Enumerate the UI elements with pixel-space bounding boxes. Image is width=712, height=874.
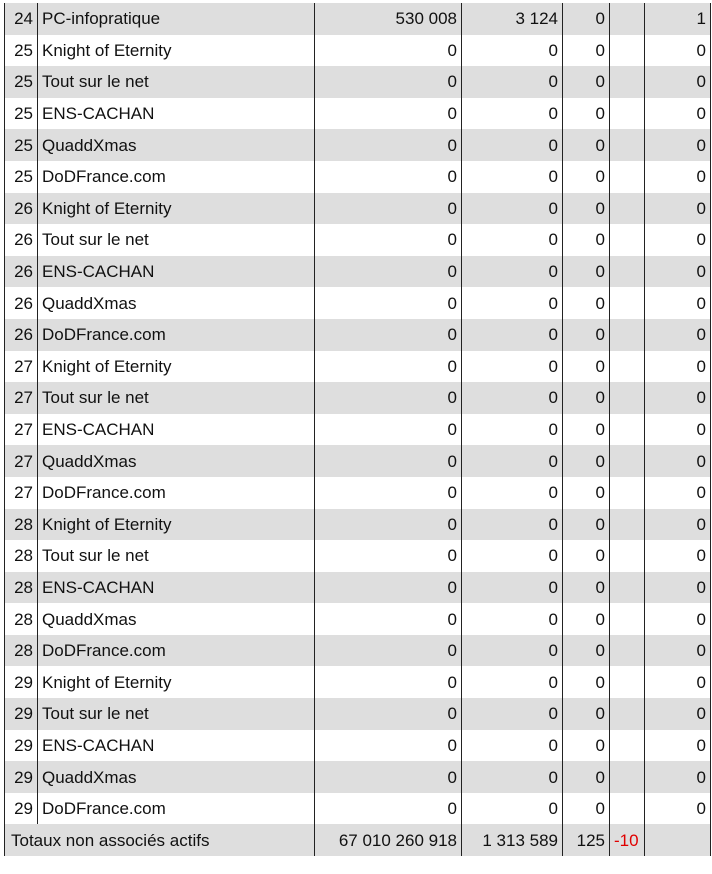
value-4-cell [610,287,645,319]
value-3-cell: 0 [563,319,610,351]
value-2-cell: 0 [462,603,563,635]
team-name-cell: DoDFrance.com [38,319,315,351]
table-row [5,382,711,414]
rank-cell: 29 [5,730,38,762]
value-5-cell: 0 [645,382,711,414]
totals-value-3: 125 [563,824,610,856]
value-3-cell: 0 [563,35,610,67]
value-5-cell: 0 [645,161,711,193]
team-name-cell: Tout sur le net [38,224,315,256]
team-name-cell: Knight of Eternity [38,35,315,67]
table-row [5,730,711,762]
team-name-cell: DoDFrance.com [38,477,315,509]
value-2-cell: 0 [462,382,563,414]
value-3-cell: 0 [563,98,610,130]
value-2-cell: 0 [462,161,563,193]
table-row [5,761,711,793]
rank-cell: 27 [5,382,38,414]
value-5-cell: 0 [645,666,711,698]
table-row [5,193,711,225]
team-name-cell: Tout sur le net [38,66,315,98]
value-3-cell: 0 [563,793,610,825]
rank-cell: 27 [5,445,38,477]
team-name-cell: ENS-CACHAN [38,256,315,288]
table-row [5,98,711,130]
value-5-cell: 0 [645,35,711,67]
value-5-cell: 0 [645,793,711,825]
rank-cell: 29 [5,793,38,825]
value-1-cell: 530 008 [315,3,462,35]
value-4-cell [610,666,645,698]
value-5-cell: 0 [645,256,711,288]
value-1-cell: 0 [315,793,462,825]
value-5-cell: 0 [645,540,711,572]
rank-cell: 28 [5,509,38,541]
rank-cell: 28 [5,635,38,667]
value-2-cell: 0 [462,477,563,509]
value-4-cell [610,98,645,130]
value-1-cell: 0 [315,256,462,288]
value-1-cell: 0 [315,382,462,414]
value-3-cell: 0 [563,761,610,793]
value-4-cell [610,509,645,541]
table-row [5,351,711,383]
value-3-cell: 0 [563,256,610,288]
value-4-cell [610,351,645,383]
value-3-cell: 0 [563,730,610,762]
value-2-cell: 0 [462,509,563,541]
value-3-cell: 0 [563,509,610,541]
value-1-cell: 0 [315,129,462,161]
value-3-cell: 0 [563,445,610,477]
value-1-cell: 0 [315,66,462,98]
team-name-cell: ENS-CACHAN [38,730,315,762]
table-row [5,161,711,193]
value-3-cell: 0 [563,287,610,319]
team-name-cell: PC-infopratique [38,3,315,35]
value-2-cell: 0 [462,572,563,604]
table-row [5,793,711,825]
value-4-cell [610,193,645,225]
value-4-cell [610,224,645,256]
table-row [5,603,711,635]
table-row [5,414,711,446]
value-5-cell: 0 [645,129,711,161]
value-1-cell: 0 [315,730,462,762]
value-1-cell: 0 [315,509,462,541]
value-2-cell: 0 [462,761,563,793]
value-2-cell: 0 [462,287,563,319]
rank-cell: 27 [5,351,38,383]
rank-cell: 26 [5,319,38,351]
table-row [5,540,711,572]
value-3-cell: 0 [563,66,610,98]
value-1-cell: 0 [315,319,462,351]
value-4-cell [610,382,645,414]
value-2-cell: 0 [462,540,563,572]
value-5-cell: 0 [645,698,711,730]
value-5-cell: 0 [645,477,711,509]
value-1-cell: 0 [315,193,462,225]
value-1-cell: 0 [315,572,462,604]
totals-value-2: 1 313 589 [462,824,563,856]
value-5-cell: 0 [645,193,711,225]
value-2-cell: 0 [462,66,563,98]
stats-table [4,3,711,856]
team-name-cell: DoDFrance.com [38,161,315,193]
value-5-cell: 0 [645,445,711,477]
value-1-cell: 0 [315,666,462,698]
rank-cell: 26 [5,193,38,225]
value-4-cell [610,445,645,477]
value-1-cell: 0 [315,414,462,446]
value-2-cell: 0 [462,414,563,446]
team-name-cell: QuaddXmas [38,129,315,161]
value-5-cell: 0 [645,351,711,383]
value-2-cell: 0 [462,256,563,288]
team-name-cell: Tout sur le net [38,540,315,572]
value-2-cell: 0 [462,445,563,477]
value-3-cell: 0 [563,193,610,225]
rank-cell: 28 [5,603,38,635]
value-1-cell: 0 [315,161,462,193]
value-1-cell: 0 [315,540,462,572]
rank-cell: 27 [5,414,38,446]
team-name-cell: Tout sur le net [38,698,315,730]
value-3-cell: 0 [563,414,610,446]
value-5-cell: 1 [645,3,711,35]
value-3-cell: 0 [563,129,610,161]
table-row [5,509,711,541]
value-2-cell: 0 [462,793,563,825]
totals-row [5,824,711,856]
value-5-cell: 0 [645,635,711,667]
value-3-cell: 0 [563,666,610,698]
value-5-cell: 0 [645,66,711,98]
rank-cell: 25 [5,35,38,67]
value-1-cell: 0 [315,477,462,509]
table-row [5,319,711,351]
rank-cell: 26 [5,256,38,288]
value-5-cell: 0 [645,603,711,635]
value-2-cell: 0 [462,319,563,351]
value-5-cell: 0 [645,509,711,541]
value-1-cell: 0 [315,761,462,793]
value-3-cell: 0 [563,3,610,35]
rank-cell: 27 [5,477,38,509]
value-4-cell [610,3,645,35]
value-3-cell: 0 [563,351,610,383]
value-5-cell: 0 [645,414,711,446]
rank-cell: 25 [5,129,38,161]
team-name-cell: ENS-CACHAN [38,414,315,446]
team-name-cell: ENS-CACHAN [38,572,315,604]
rank-cell: 25 [5,98,38,130]
table-row [5,635,711,667]
value-2-cell: 0 [462,351,563,383]
rank-cell: 29 [5,666,38,698]
value-4-cell [610,477,645,509]
value-1-cell: 0 [315,35,462,67]
value-1-cell: 0 [315,603,462,635]
value-2-cell: 0 [462,698,563,730]
value-2-cell: 0 [462,730,563,762]
value-2-cell: 0 [462,35,563,67]
value-4-cell [610,129,645,161]
value-1-cell: 0 [315,287,462,319]
value-4-cell [610,698,645,730]
value-4-cell [610,603,645,635]
value-5-cell: 0 [645,287,711,319]
team-name-cell: Knight of Eternity [38,351,315,383]
team-name-cell: QuaddXmas [38,445,315,477]
value-4-cell [610,572,645,604]
rank-cell: 28 [5,540,38,572]
value-1-cell: 0 [315,698,462,730]
team-name-cell: Knight of Eternity [38,509,315,541]
value-3-cell: 0 [563,161,610,193]
value-3-cell: 0 [563,540,610,572]
value-1-cell: 0 [315,445,462,477]
table-body [5,3,711,824]
value-4-cell [610,35,645,67]
totals-value-1: 67 010 260 918 [315,824,462,856]
table-row [5,3,711,35]
value-1-cell: 0 [315,351,462,383]
team-name-cell: ENS-CACHAN [38,98,315,130]
value-3-cell: 0 [563,382,610,414]
value-4-cell [610,319,645,351]
value-5-cell: 0 [645,98,711,130]
value-4-cell [610,66,645,98]
value-1-cell: 0 [315,98,462,130]
value-2-cell: 0 [462,98,563,130]
table-row [5,445,711,477]
value-3-cell: 0 [563,698,610,730]
rank-cell: 29 [5,698,38,730]
team-name-cell: DoDFrance.com [38,793,315,825]
table-row [5,35,711,67]
team-name-cell: QuaddXmas [38,761,315,793]
value-4-cell [610,730,645,762]
table-row [5,477,711,509]
value-2-cell: 0 [462,224,563,256]
value-1-cell: 0 [315,224,462,256]
value-3-cell: 0 [563,477,610,509]
value-3-cell: 0 [563,635,610,667]
value-2-cell: 0 [462,193,563,225]
table-row [5,666,711,698]
value-2-cell: 0 [462,666,563,698]
value-2-cell: 0 [462,129,563,161]
value-1-cell: 0 [315,635,462,667]
value-3-cell: 0 [563,603,610,635]
value-5-cell: 0 [645,572,711,604]
totals-value-4: -10 [610,824,645,856]
rank-cell: 28 [5,572,38,604]
value-2-cell: 3 124 [462,3,563,35]
rank-cell: 26 [5,224,38,256]
value-4-cell [610,761,645,793]
totals-label: Totaux non associés actifs [5,824,315,856]
value-2-cell: 0 [462,635,563,667]
team-name-cell: QuaddXmas [38,287,315,319]
table-row [5,572,711,604]
table-row [5,66,711,98]
team-name-cell: Knight of Eternity [38,193,315,225]
rank-cell: 25 [5,161,38,193]
rank-cell: 29 [5,761,38,793]
team-name-cell: Knight of Eternity [38,666,315,698]
value-4-cell [610,256,645,288]
table-row [5,287,711,319]
team-name-cell: Tout sur le net [38,382,315,414]
value-5-cell: 0 [645,224,711,256]
value-3-cell: 0 [563,572,610,604]
totals-value-5 [645,824,711,856]
table-row [5,256,711,288]
table-row [5,224,711,256]
rank-cell: 26 [5,287,38,319]
table-row [5,698,711,730]
value-5-cell: 0 [645,730,711,762]
value-5-cell: 0 [645,761,711,793]
value-4-cell [610,414,645,446]
rank-cell: 25 [5,66,38,98]
value-4-cell [610,161,645,193]
team-name-cell: DoDFrance.com [38,635,315,667]
value-3-cell: 0 [563,224,610,256]
value-4-cell [610,793,645,825]
value-4-cell [610,635,645,667]
table-row [5,129,711,161]
team-name-cell: QuaddXmas [38,603,315,635]
value-4-cell [610,540,645,572]
value-5-cell: 0 [645,319,711,351]
rank-cell: 24 [5,3,38,35]
